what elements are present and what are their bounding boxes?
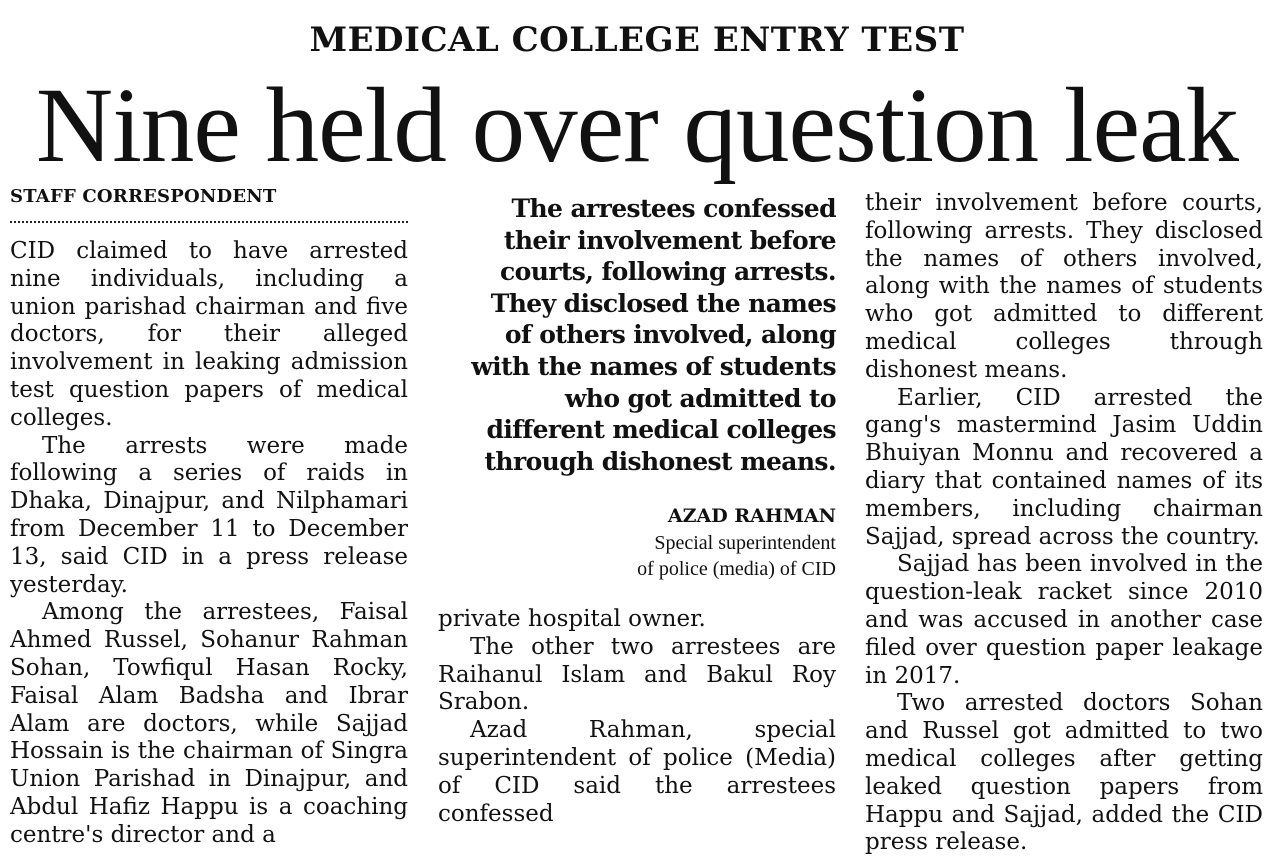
pull-quote-line: They disclosed the names — [490, 288, 836, 318]
pull-quote-attribution-title — [440, 530, 836, 582]
col3-paragraph-4: Two arrested doctors Sohan and Russel got admitted to two medical colleges after getting leaked question papers from Happu and Sajjad, added the CID press release. — [865, 690, 1263, 856]
byline-dotted-divider — [10, 221, 408, 223]
pull-quote-line: of others involved, along — [504, 320, 836, 350]
attribution-title-line-2: of police (media) of CID — [637, 558, 836, 580]
article-headline: Nine held over question leak — [35, 67, 1239, 185]
pull-quote-line: with the names of students — [471, 351, 836, 381]
byline: STAFF CORRESPONDENT — [10, 186, 277, 207]
pull-quote-attribution-name: AZAD RAHMAN — [667, 505, 836, 527]
col3-paragraph-3: Sajjad has been involved in the question-leak racket since 2010 and was accused in another case filed over question paper leakage in 2017. — [865, 551, 1263, 689]
pull-quote — [440, 193, 836, 477]
pull-quote-line: courts, following arrests. — [500, 257, 836, 287]
article-kicker: MEDICAL COLLEGE ENTRY TEST — [309, 20, 965, 60]
col1-paragraph-2: The arrests were made following a series of raids in Dhaka, Dinajpur, and Nilphamari from December 11 to December 13, said CID in a press release yesterday. — [10, 432, 408, 598]
pull-quote-line: different medical colleges — [486, 415, 836, 445]
column-1 — [10, 238, 408, 850]
pull-quote-line: their involvement before — [503, 225, 836, 255]
col3-paragraph-1: their involvement before courts, following arrests. They disclosed the names of others involved, along with the names of students who got admitted to different medical colleges through dishonest means. — [865, 190, 1263, 383]
col2-paragraph-3: Azad Rahman, special superintendent of police (Media) of CID said the arrestees confessed — [438, 717, 836, 827]
column-2 — [438, 606, 836, 828]
column-3 — [865, 190, 1263, 857]
attribution-title-line-1: Special superintendent — [654, 532, 836, 554]
col2-paragraph-1: private hospital owner. — [438, 606, 706, 632]
col3-paragraph-2: Earlier, CID arrested the gang's mastermind Jasim Uddin Bhuiyan Monnu and recovered a diary that contained names of its members, including chairman Sajjad, spread across the country. — [865, 384, 1263, 550]
col1-paragraph-3: Among the arrestees, Faisal Ahmed Russel, Sohanur Rahman Sohan, Towfiqul Hasan Rocky, Faisal Alam Badsha and Ibrar Alam are doctors, while Sajjad Hossain is the chairman of Singra Union Parishad in Dinajpur, and Abdul Hafiz Happu is a coaching centre's director and a — [10, 599, 408, 848]
col2-paragraph-2: The other two arrestees are Raihanul Islam and Bakul Roy Srabon. — [438, 633, 836, 716]
pull-quote-line: through dishonest means. — [484, 446, 836, 476]
col1-paragraph-1: CID claimed to have arrested nine individuals, including a union parishad chairman and five doctors, for their alleged involvement in leaking admission test question papers of medical colleges. — [10, 238, 408, 431]
pull-quote-line: The arrestees confessed — [511, 194, 836, 223]
pull-quote-line: who got admitted to — [564, 383, 836, 413]
